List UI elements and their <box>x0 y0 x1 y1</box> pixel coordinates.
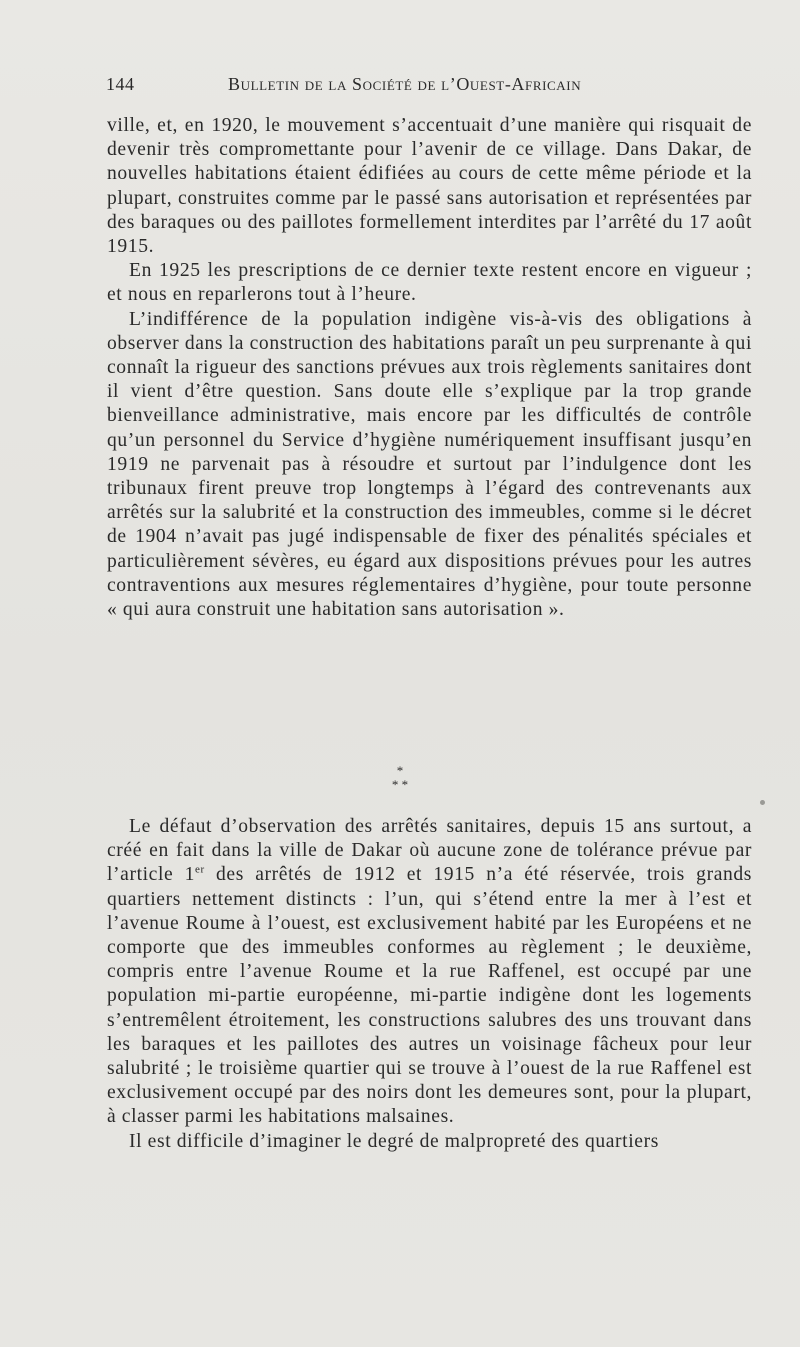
paragraph-4-part-2: des arrêtés de 1912 et 1915 n’a été réservée, trois grands quartiers nettement distincts : l’un, qui s’étend entre la mer à l’est et l’avenue Roume à l’ouest, est exclusivement habité par les Européens et ne comporte que des immeubles conformes au règlement ; le deuxième, compris entre l’avenue Roume et la rue Raffenel, est occupé par une population mi-partie européenne, mi-partie indigène dont les logements s’entremêlent étroitement, les constructions salubres des uns trouvant dans les baraques et les paillotes des autres un voisinage fâcheux pour leur salubrité ; le troisième quartier qui se trouve à l’ouest de la rue Raffenel est exclusivement occupé par des noirs dont les demeures sont, pour la plupart, à classer parmi les habitations malsaines. <box>107 864 753 1128</box>
section-1 <box>107 114 752 622</box>
section-separator <box>380 764 420 792</box>
section-2 <box>107 815 752 1154</box>
paragraph-4 <box>107 815 752 1130</box>
paragraph-5: Il est difficile d’imaginer le degré de malpropreté des quartiers <box>129 1130 659 1152</box>
asterisk-top: * <box>396 763 404 778</box>
superscript-er: er <box>195 863 205 876</box>
asterisk-bottom: * * <box>391 777 409 792</box>
paragraph-3: L’indifférence de la population indigène vis-à-vis des obligations à observer dans la construction des habitations paraît un peu surprenante à qui connaît la rigueur des sanctions prévues aux trois règlements sanitaires dont il vient d’être question. Sans doute elle s’explique par la trop grande bienveillance administrative, mais encore par les difficultés de contrôle qu’un personnel du Service d’hygiène numériquement insuffisant jusqu’en 1919 ne parvenait pas à résoudre et surtout par l’indulgence dont les tribunaux firent preuve trop longtemps à l’égard des contrevenants aux arrêtés sur la salubrité et la construction des immeubles, comme si le décret de 1904 n’avait pas jugé indispensable de fixer des pénalités spéciales et particulièrement sévères, eu égard aux dispositions prévues pour les autres contraventions aux mesures réglementaires d’hygiène, pour toute personne « qui aura construit une habitation sans autorisation ». <box>107 308 752 621</box>
paragraph-1: ville, et, en 1920, le mouvement s’accentuait d’une manière qui risquait de devenir très compromettante pour l’avenir de ce village. Dans Dakar, de nouvelles habitations étaient édifiées au cours de cette même période et la plupart, construites comme par le passé sans autorisation et représentées par des baraques ou des paillotes formellement interdites par l’arrêté du 17 août 1915. <box>107 115 752 258</box>
page-header <box>106 74 756 100</box>
running-head: Bulletin de la Société de l’Ouest-Africain <box>228 74 582 94</box>
paragraph-4-part-1: Le défaut d’observation des arrêtés sanitaires, depuis 15 ans surtout, a créé en fait dans la ville de Dakar où aucune zone de tolérance prévue par l’article 1 <box>107 816 752 886</box>
paragraph-2: En 1925 les prescriptions de ce dernier texte restent encore en vigueur ; et nous en reparlerons tout à l’heure. <box>107 260 752 306</box>
page-number: 144 <box>106 74 135 94</box>
paper-speck <box>760 800 765 805</box>
